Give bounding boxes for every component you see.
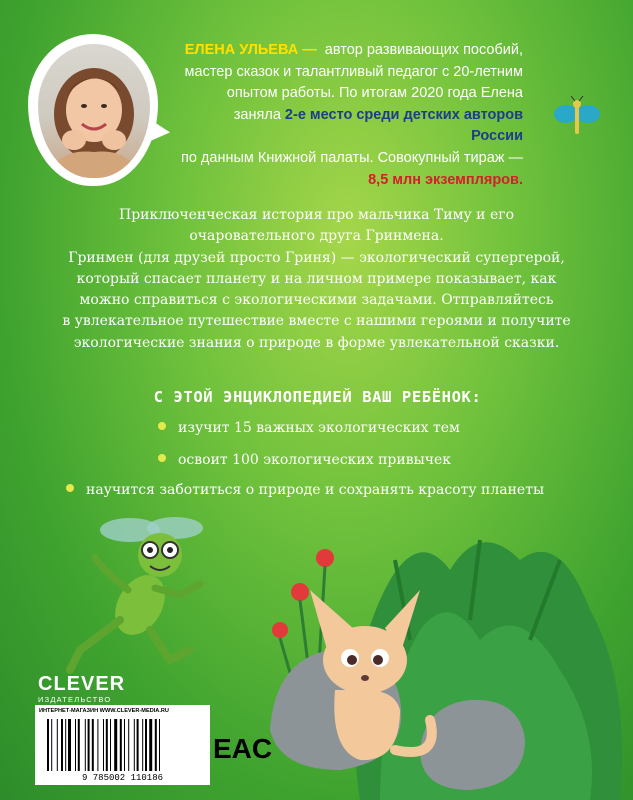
- shop-url: ИНТЕРНЕТ-МАГАЗИН WWW.CLEVER-MEDIA.RU: [39, 708, 169, 714]
- barcode-bar: [57, 719, 58, 771]
- story-line: экологические знания о природе в форме увлекательной сказки.: [73, 334, 560, 351]
- barcode-bar: [68, 719, 71, 771]
- speech-bubble-tail: [148, 118, 170, 142]
- barcode-bar: [159, 719, 160, 771]
- author-portrait: [38, 44, 150, 178]
- bullet-dot-icon: [66, 484, 74, 492]
- barcode-bar: [75, 719, 76, 771]
- barcode-label: [35, 705, 210, 785]
- author-bio-line: автор развивающих пособий,: [324, 42, 523, 58]
- barcode-icon: [39, 719, 206, 773]
- author-bio-line: опытом работы. По итогам 2020 года Елена: [226, 85, 523, 102]
- author-bio-line: мастер сказок и талантливый педагог с 20-летним: [184, 63, 523, 80]
- author-name: ЕЛЕНА УЛЬЕВА —: [184, 42, 317, 58]
- author-ranking: 2-е место среди детских авторов России: [284, 106, 523, 145]
- barcode-bar: [114, 719, 117, 771]
- barcode-bar: [120, 719, 122, 771]
- benefit-text: изучит 15 важных экологических тем: [178, 420, 460, 436]
- story-line: Гринмен (для друзей просто Гриня) — экологический супергерой,: [68, 249, 565, 266]
- benefit-item: [66, 482, 544, 498]
- story-line: очаровательного друга Гринмена.: [189, 228, 444, 245]
- bullet-dot-icon: [158, 454, 166, 462]
- publisher-logo-wordmark: CLEVER: [38, 673, 126, 695]
- benefit-text: освоит 100 экологических привычек: [178, 452, 452, 468]
- barcode-bar: [137, 719, 139, 771]
- publisher-logo: [38, 674, 125, 704]
- barcode-bar: [97, 719, 98, 771]
- barcode-bar: [85, 719, 86, 771]
- benefit-item: [158, 452, 451, 468]
- barcode-bar: [149, 719, 152, 771]
- barcode-bar: [134, 719, 135, 771]
- story-line: Приключенческая история про мальчика Тиму и его: [118, 207, 515, 223]
- author-photo: [38, 44, 150, 178]
- barcode-bar: [155, 719, 157, 771]
- barcode-bar: [92, 719, 94, 771]
- eac-mark: EAC: [213, 733, 273, 764]
- barcode-bar: [47, 719, 49, 771]
- barcode-bar: [145, 719, 147, 771]
- benefits-heading: С ЭТОЙ ЭНЦИКЛОПЕДИЕЙ ВАШ РЕБЁНОК:: [153, 388, 482, 406]
- author-circulation: 8,5 млн экземпляров.: [368, 171, 523, 188]
- barcode-bar: [110, 719, 111, 771]
- barcode-bar: [103, 719, 104, 771]
- author-bio-line: по данным Книжной палаты. Совокупный тираж —: [180, 149, 523, 166]
- barcode-bar: [61, 719, 63, 771]
- story-description: [20, 205, 613, 354]
- barcode-bar: [51, 719, 52, 771]
- isbn-number: 9 785002 110186: [81, 773, 163, 783]
- dragonfly-icon: [552, 96, 602, 136]
- story-line: который спасает планету и на личном примере показывает, как: [76, 270, 557, 287]
- story-line: можно справиться с экологическими задачами. Отправляйтесь: [79, 292, 554, 309]
- author-bio-text: заняла: [233, 106, 281, 123]
- bullet-dot-icon: [158, 422, 166, 430]
- benefit-item: [158, 420, 460, 436]
- barcode-bar: [142, 719, 143, 771]
- barcode-bar: [88, 719, 90, 771]
- benefit-text: научится заботиться о природе и сохранять красоту планеты: [86, 482, 545, 498]
- barcode-bar: [78, 719, 80, 771]
- barcode-bar: [128, 719, 129, 771]
- story-line: в увлекательное путешествие вместе с нашими героями и получите: [62, 313, 571, 330]
- barcode-bar: [124, 719, 125, 771]
- barcode-bar: [65, 719, 66, 771]
- barcode-bar: [106, 719, 108, 771]
- publisher-logo-sub: ИЗДАТЕЛЬСТВО: [38, 695, 112, 704]
- grinya-frog-character: [70, 517, 203, 670]
- author-bio: [178, 40, 523, 191]
